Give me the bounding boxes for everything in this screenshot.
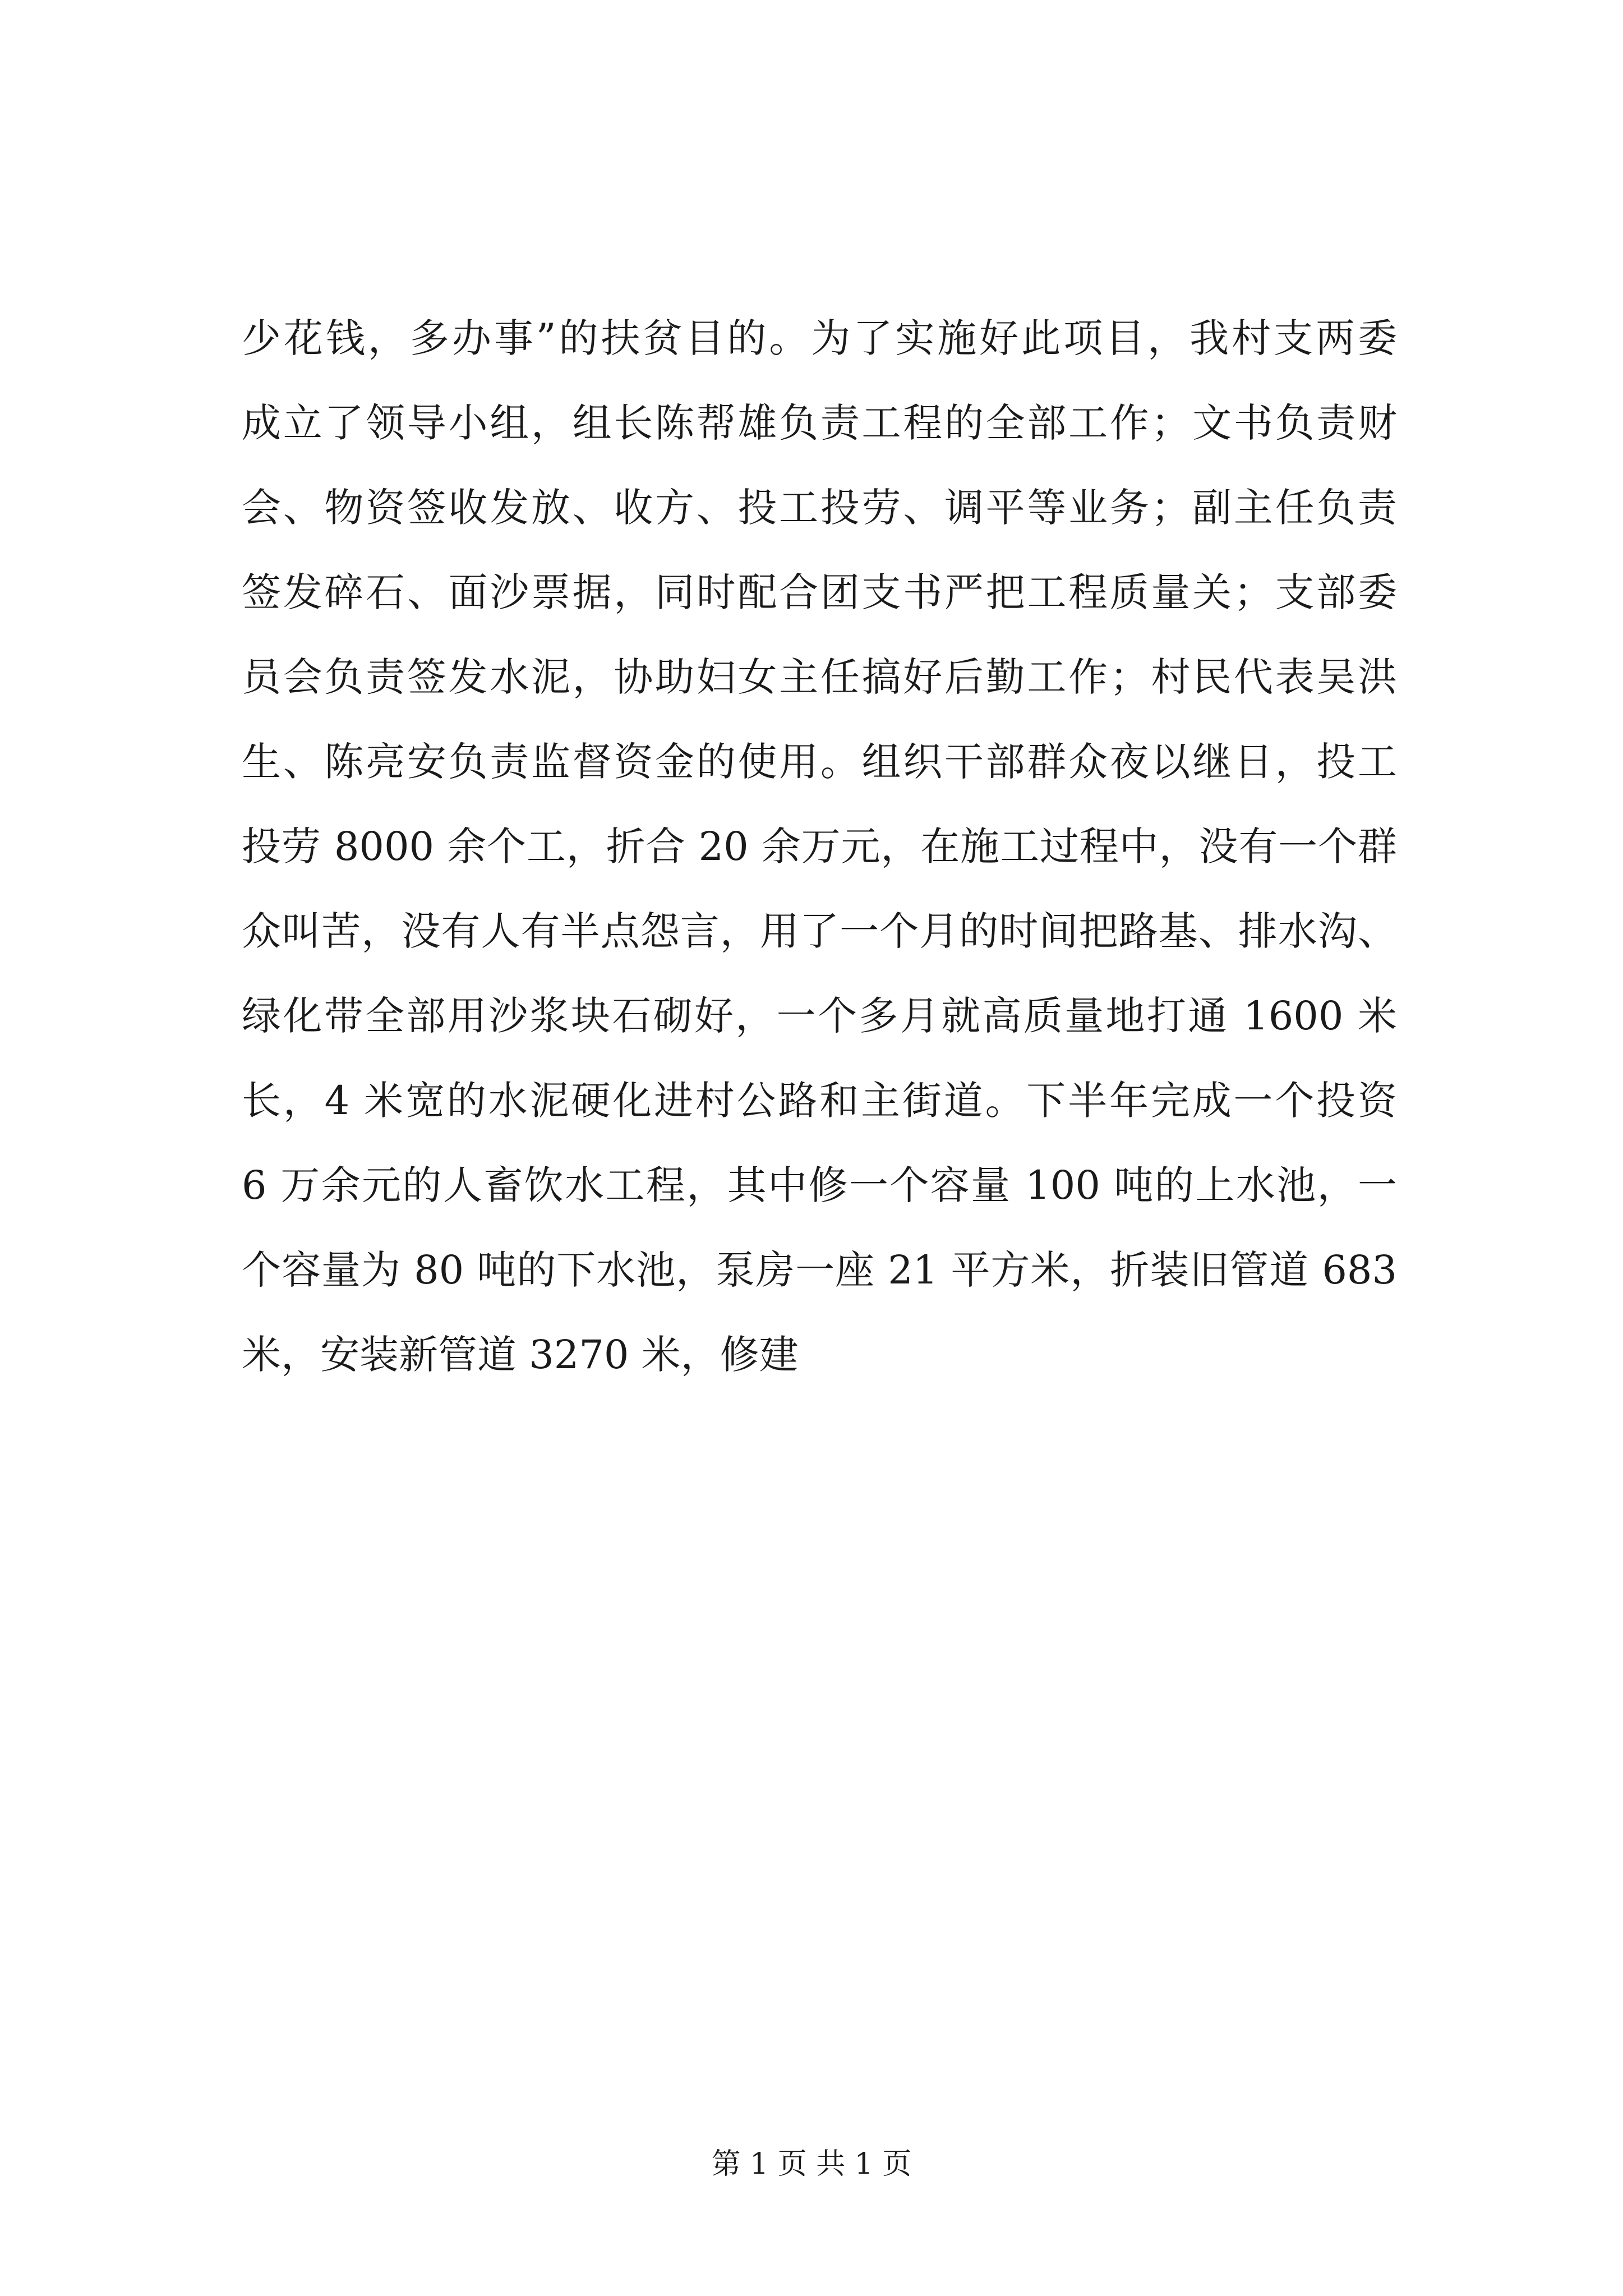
- paragraph-line: 生、陈亮安负责监督资金的使用。组织干部群众夜以继日，投工: [242, 739, 1397, 785]
- paragraph-line: 少花钱，多办事”的扶贫目的。为了实施好此项目，我村支两委: [242, 315, 1397, 361]
- paragraph-line: 会、物资签收发放、收方、投工投劳、调平等业务；副主任负责: [242, 485, 1397, 531]
- page-footer: 第 1 页 共 1 页: [711, 2147, 912, 2181]
- paragraph-line: 长，4 米宽的水泥硬化进村公路和主街道。下半年完成一个投资: [242, 1078, 1397, 1124]
- paragraph-line: 众叫苦，没有人有半点怨言，用了一个月的时间把路基、排水沟、: [242, 908, 1397, 954]
- paragraph-line: 员会负责签发水泥，协助妇女主任搞好后勤工作；村民代表吴洪: [242, 654, 1397, 700]
- paragraph-line: 个容量为 80 吨的下水池，泵房一座 21 平方米，折装旧管道 683: [242, 1247, 1397, 1293]
- paragraph-line: 6 万余元的人畜饮水工程，其中修一个容量 100 吨的上水池，一: [242, 1162, 1397, 1208]
- paragraph-line: 签发碎石、面沙票据，同时配合团支书严把工程质量关；支部委: [242, 569, 1397, 615]
- body-paragraph: [242, 296, 1397, 1397]
- paragraph-line: 米，安装新管道 3270 米，修建: [242, 1332, 799, 1378]
- paragraph-line: 绿化带全部用沙浆块石砌好，一个多月就高质量地打通 1600 米: [242, 993, 1397, 1039]
- paragraph-line: 成立了领导小组，组长陈帮雄负责工程的全部工作；文书负责财: [242, 400, 1397, 446]
- paragraph-line: 投劳 8000 余个工，折合 20 余万元，在施工过程中，没有一个群: [242, 823, 1397, 869]
